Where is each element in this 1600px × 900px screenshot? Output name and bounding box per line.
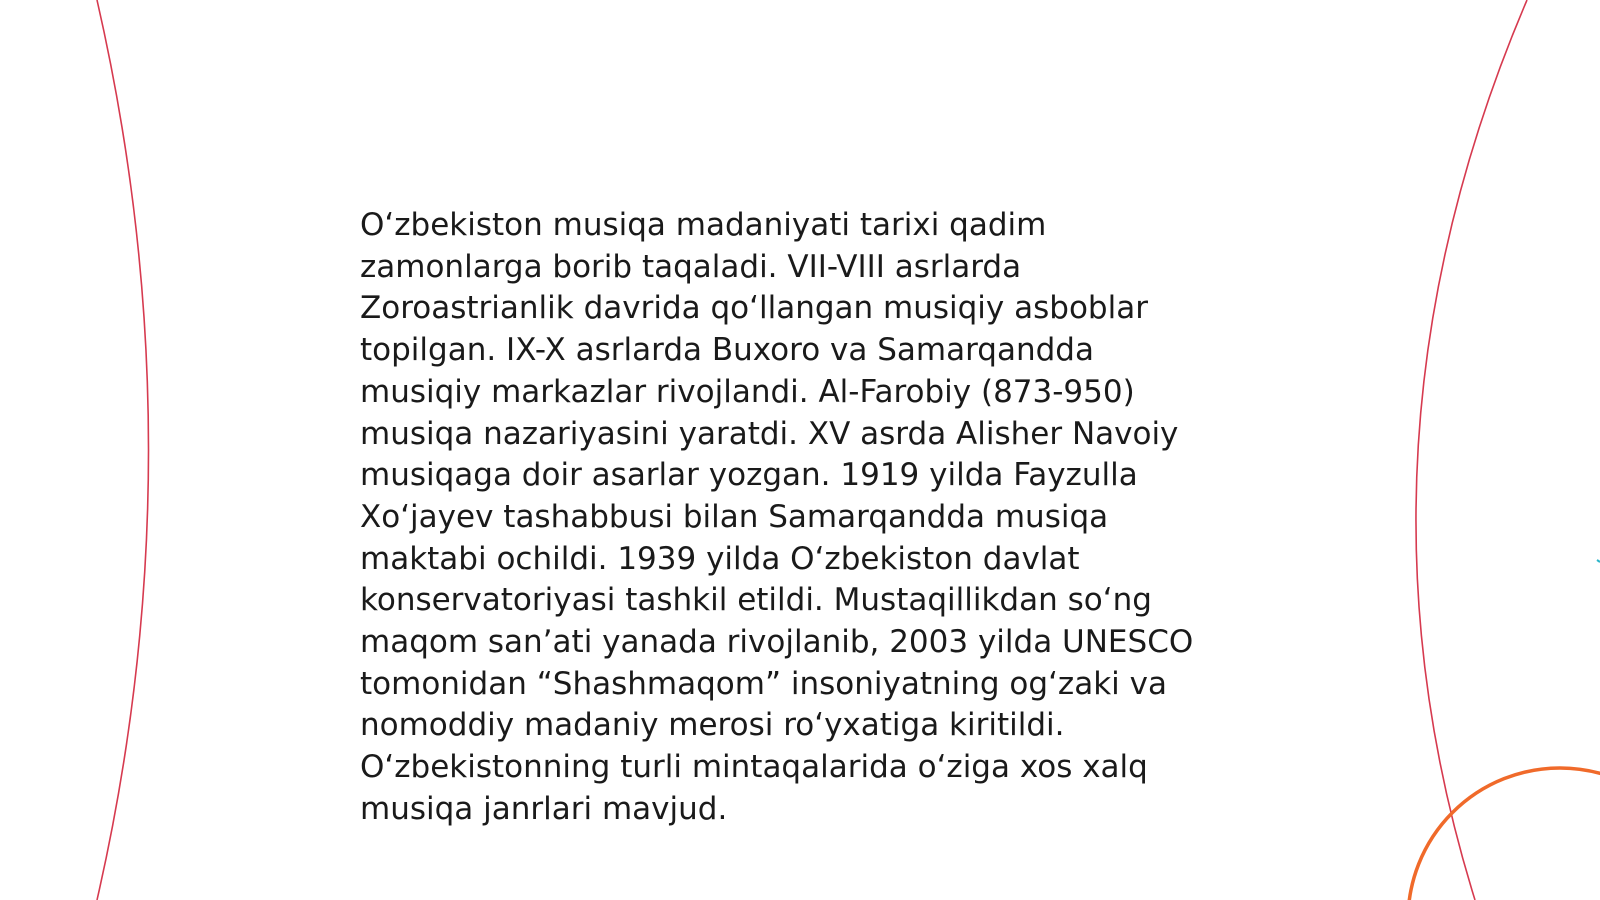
right-arc-line [1416,0,1527,900]
left-arc-line [97,0,149,900]
corner-orange-circle [1408,768,1600,900]
slide-body-text: O‘zbekiston musiqa madaniyati tarixi qadim zamonlarga borib taqaladi. VII-VIII asrlarda Zoroastrianlik davrida qo‘llangan musiqiy asboblar topilgan. IX-X asrlarda Buxoro va Samarqandda musiqiy markazlar rivojlandi. Al-Farobiy (873-950) musiqa nazariyasini yaratdi. XV asrda Alisher Navoiy musiqaga doir asarlar yozgan. 1919 yilda Fayzulla Xo‘jayev tashabbusi bilan Samarqandda musiqa maktabi ochildi. 1939 yilda O‘zbekiston davlat konservatoriyasi tashkil etildi. Mustaqillikdan so‘ng maqom san’ati yanada rivojlanib, 2003 yilda UNESCO tomonidan “Shashmaqom” insoniyatning og‘zaki va nomoddiy madaniy merosi ro‘yxatiga kiritildi. O‘zbekistonning turli mintaqalarida o‘ziga xos xalq musiqa janrlari mavjud. [360,207,1194,827]
